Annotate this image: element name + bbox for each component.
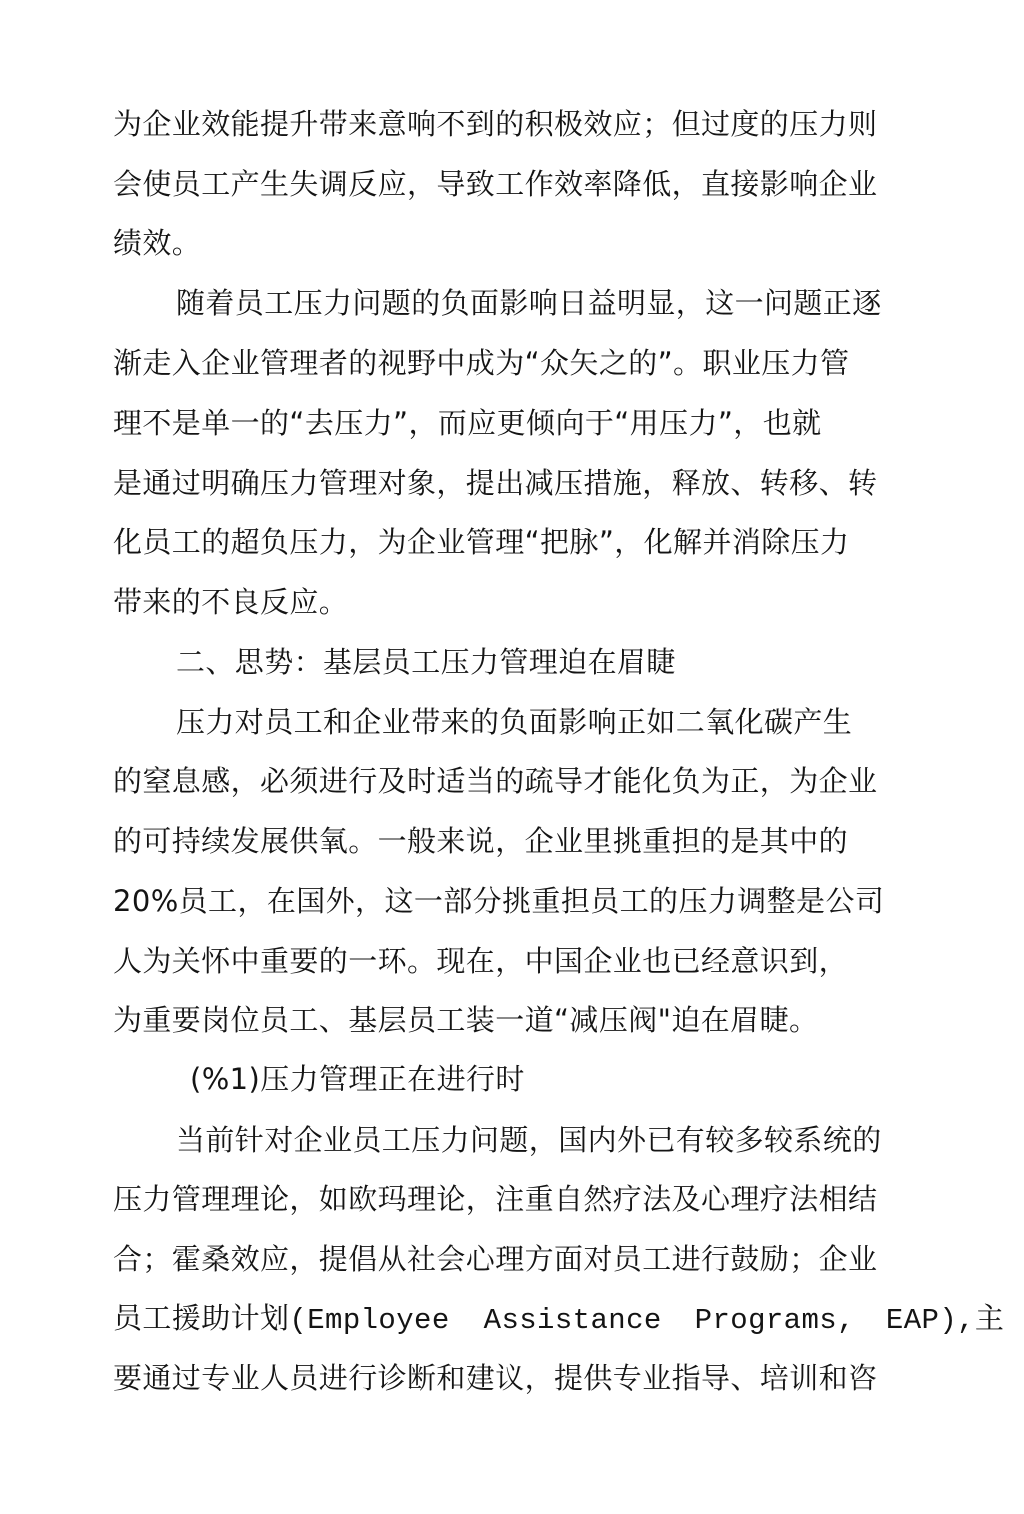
- paragraph-line: 随着员工压力问题的负面影响日益明显，这一问题正逐: [176, 286, 882, 320]
- paragraph-line: 理不是单一的“去压力”，而应更倾向于“用压力”，也就: [113, 406, 822, 440]
- paragraph-line: 20%员工，在国外，这一部分挑重担员工的压力调整是公司: [113, 884, 885, 918]
- eap-word-assistance: Assistance: [483, 1304, 662, 1337]
- paragraph-line: 渐走入企业管理者的视野中成为“众矢之的”。职业压力管: [113, 346, 850, 380]
- paragraph-line: 的窒息感，必须进行及时适当的疏导才能化负为正，为企业: [113, 764, 878, 798]
- eap-word-eap: EAP),主: [885, 1304, 1005, 1337]
- paragraph-line: 压力管理理论，如欧玛理论，注重自然疗法及心理疗法相结: [113, 1182, 878, 1216]
- section-heading: 二、思势：基层员工压力管理迫在眉睫: [176, 645, 676, 679]
- eap-prefix: 员工援助计划: [113, 1301, 290, 1335]
- paragraph-line: 是通过明确压力管理对象，提出减压措施，释放、转移、转: [113, 466, 878, 500]
- paragraph-line: 合；霍桑效应，提倡从社会心理方面对员工进行鼓励；企业: [113, 1242, 878, 1276]
- eap-open: (Employee: [289, 1304, 450, 1337]
- paragraph-line: 要通过专业人员进行诊断和建议，提供专业指导、培训和咨: [113, 1361, 878, 1395]
- paragraph-line: 为企业效能提升带来意响不到的积极效应；但过度的压力则: [113, 107, 878, 141]
- paragraph-line: 会使员工产生失调反应，导致工作效率降低，直接影响企业: [113, 167, 878, 201]
- paragraph-line: 绩效。: [113, 226, 202, 260]
- paragraph-line: 的可持续发展供氧。一般来说，企业里挑重担的是其中的: [113, 824, 849, 858]
- subsection-heading: (%1)压力管理正在进行时: [190, 1062, 525, 1096]
- paragraph-line: 化员工的超负压力，为企业管理“把脉”，化解并消除压力: [113, 525, 850, 559]
- paragraph-line: 带来的不良反应。: [113, 585, 349, 619]
- paragraph-line: 为重要岗位员工、基层员工装一道“减压阀"迫在眉睫。: [113, 1003, 819, 1037]
- paragraph-line: 人为关怀中重要的一环。现在，中国企业也已经意识到，: [113, 944, 849, 978]
- paragraph-line-eap: [113, 1298, 1004, 1341]
- paragraph-line: 压力对员工和企业带来的负面影响正如二氧化碳产生: [176, 705, 853, 739]
- paragraph-line: 当前针对企业员工压力问题，国内外已有较多较系统的: [176, 1123, 882, 1157]
- eap-word-programs: Programs,: [694, 1304, 855, 1337]
